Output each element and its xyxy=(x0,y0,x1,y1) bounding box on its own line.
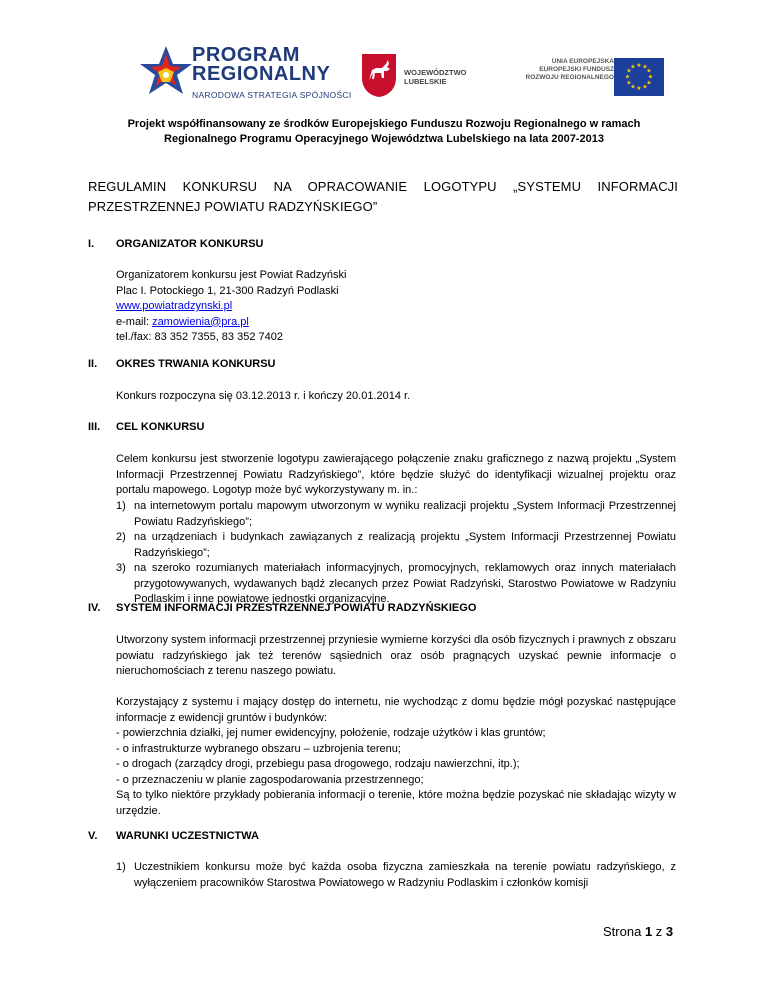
organizer-website-link[interactable]: www.powiatradzynski.pl xyxy=(116,300,233,312)
list-item: 1) Uczestnikiem konkursu może być każda osoba fizyczna zamieszkała na terenie powiatu radzyńskiego, z wyłączeniem pracowników Starostwa Powiatowego w Radzyniu Podlaskim i członków komisji xyxy=(116,861,676,889)
list-item: 3) na szeroko rozumianych materiałach informacyjnych, promocyjnych, reklamowych oraz innych materiałach przygotowywanych, wydawanych bądź zlecanych przez Powiat Radzyński, Starostwo Powiatowe w Radzyniu Podlaskim i inne powiatowe jednostki organizacyjne. xyxy=(116,562,676,605)
organizer-line: Organizatorem konkursu jest Powiat Radzyński xyxy=(116,269,347,281)
deer-shield-icon xyxy=(360,52,398,98)
list-item: 1) na internetowym portalu mapowym utworzonym w wyniku realizacji projektu „System Informacji Przestrzennej Powiatu Radzyńskiego”; xyxy=(116,500,676,528)
contest-period-text: Konkurs rozpoczyna się 03.12.2013 r. i kończy 20.01.2014 r. xyxy=(116,390,411,402)
organizer-email-link[interactable]: zamowienia@pra.pl xyxy=(152,315,249,328)
section-5-heading: WARUNKI UCZESTNICTWA xyxy=(116,830,259,842)
system-description: Utworzony system informacji przestrzennej przyniesie wymierne korzyści dla osób fizycznych i prawnych z obszaru powiatu radzyńskiego jak też terenów sąsiednich oraz osób pragnących uzyskać pewnie informacje o nieruchomościach z terenu naszego powiatu. xyxy=(116,634,676,677)
program-regionalny-wordmark: PROGRAM REGIONALNY xyxy=(192,44,331,85)
svg-text:★: ★ xyxy=(630,83,636,91)
svg-text:★: ★ xyxy=(626,79,632,87)
organizer-phone: tel./fax: 83 352 7355, 83 352 7402 xyxy=(116,331,283,343)
svg-text:★: ★ xyxy=(624,73,631,81)
section-5-number: V. xyxy=(88,830,98,842)
wojewodztwo-label: WOJEWÓDZTWO LUBELSKIE xyxy=(404,68,467,86)
svg-text:★: ★ xyxy=(642,63,648,71)
document-title: REGULAMIN KONKURSU NA OPRACOWANIE LOGOTYPU „SYSTEMU INFORMACJI PRZESTRZENNEJ POWIATU RADZYŃSKIEGO” xyxy=(88,179,678,214)
svg-text:★: ★ xyxy=(636,85,642,92)
svg-text:★: ★ xyxy=(630,63,636,71)
svg-text:★: ★ xyxy=(636,62,642,69)
list-item: - powierzchnia działki, jej numer ewidencyjny, położenie, rodzaje użytków i klas gruntów; xyxy=(116,727,546,739)
funding-statement: Projekt współfinansowany ze środków Europejskiego Funduszu Rozwoju Regionalnego w ramach Regionalnego Programu Operacyjnego Województwa Lubelskiego na lata 2007-2013 xyxy=(127,118,641,145)
list-item: - o drogach (zarządcy drogi, przebiegu pasa drogowego, rodzaju nawierzchni, itp.); xyxy=(116,758,520,770)
section-1-number: I. xyxy=(88,238,95,250)
svg-text:★: ★ xyxy=(626,67,632,75)
list-item: - o przeznaczeniu w planie zagospodarowania przestrzennego; xyxy=(116,773,424,786)
section-3-heading: CEL KONKURSU xyxy=(116,421,205,433)
eu-flag-icon xyxy=(614,58,664,96)
participation-conditions xyxy=(116,860,676,891)
contest-goal-intro: Celem konkursu jest stworzenie logotypu zawierającego połączenie znaku graficznego z nazwą projektu „System Informacji Przestrzennej Powiatu Radzyńskiego”, które będzie służyć do identyfikacji wizualnej projektu oraz portalu mapowego. Logotyp może być wykorzystywany m. in.: xyxy=(116,453,676,496)
list-item: - o infrastrukturze wybranego obszaru – uzbrojenia terenu; xyxy=(116,742,401,755)
section-2-heading: OKRES TRWANIA KONKURSU xyxy=(116,358,276,370)
page-number: Strona 1 z 3 xyxy=(603,924,674,939)
section-4-number: IV. xyxy=(88,602,101,614)
svg-text:★: ★ xyxy=(646,79,652,87)
section-1-heading: ORGANIZATOR KONKURSU xyxy=(116,238,264,250)
system-examples-note: Są to tylko niektóre przykłady pobierania informacji o terenie, które można będzie pozyskać nie składając wizyty w urzędzie. xyxy=(116,789,676,817)
system-features: Korzystający z systemu i mający dostęp do internetu, nie wychodząc z domu będzie mógł pozyskać następujące informacje z ewidencji gruntów i budynków: - powierzchnia działki, jej numer ewidencyjny, położenie, rodzaje użytków i klas gruntów; - o infrastrukturze wybranego obszaru – uzbrojenia terenu; - o drogach (zarządcy drogi, przebiegu pasa drogowego, rodzaju nawierzchni, itp.); - o przeznaczeniu w planie zagospodarowania przestrzennego; xyxy=(116,695,676,788)
contest-goal-list xyxy=(116,499,676,608)
organizer-email-line: e-mail: zamowienia@pra.pl xyxy=(116,315,249,328)
svg-text:★: ★ xyxy=(647,73,654,81)
program-regionalny-logo xyxy=(140,40,355,108)
svg-text:★: ★ xyxy=(642,83,648,91)
organizer-details xyxy=(116,268,676,346)
wojewodztwo-lubelskie-logo xyxy=(360,52,470,104)
section-2-number: II. xyxy=(88,358,98,370)
star-logo-icon xyxy=(140,42,192,100)
section-3-number: III. xyxy=(88,421,101,433)
ue-fund-label: UNIA EUROPEJSKA EUROPEJSKI FUNDUSZ ROZWOJU REGIONALNEGO xyxy=(525,58,614,81)
section-4-heading: SYSTEM INFORMACJI PRZESTRZENNEJ POWIATU RADZYŃSKIEGO xyxy=(116,602,477,614)
organizer-address: Plac I. Potockiego 1, 21-300 Radzyń Podlaski xyxy=(116,284,339,297)
list-item: 2) na urządzeniach i budynkach zawiązanych z realizacją projektu „System Informacji Przestrzennej Powiatu Radzyńskiego”; xyxy=(116,531,676,559)
program-logo-subtitle: NARODOWA STRATEGIA SPÓJNOŚCI xyxy=(192,90,352,100)
svg-text:★: ★ xyxy=(646,67,652,75)
